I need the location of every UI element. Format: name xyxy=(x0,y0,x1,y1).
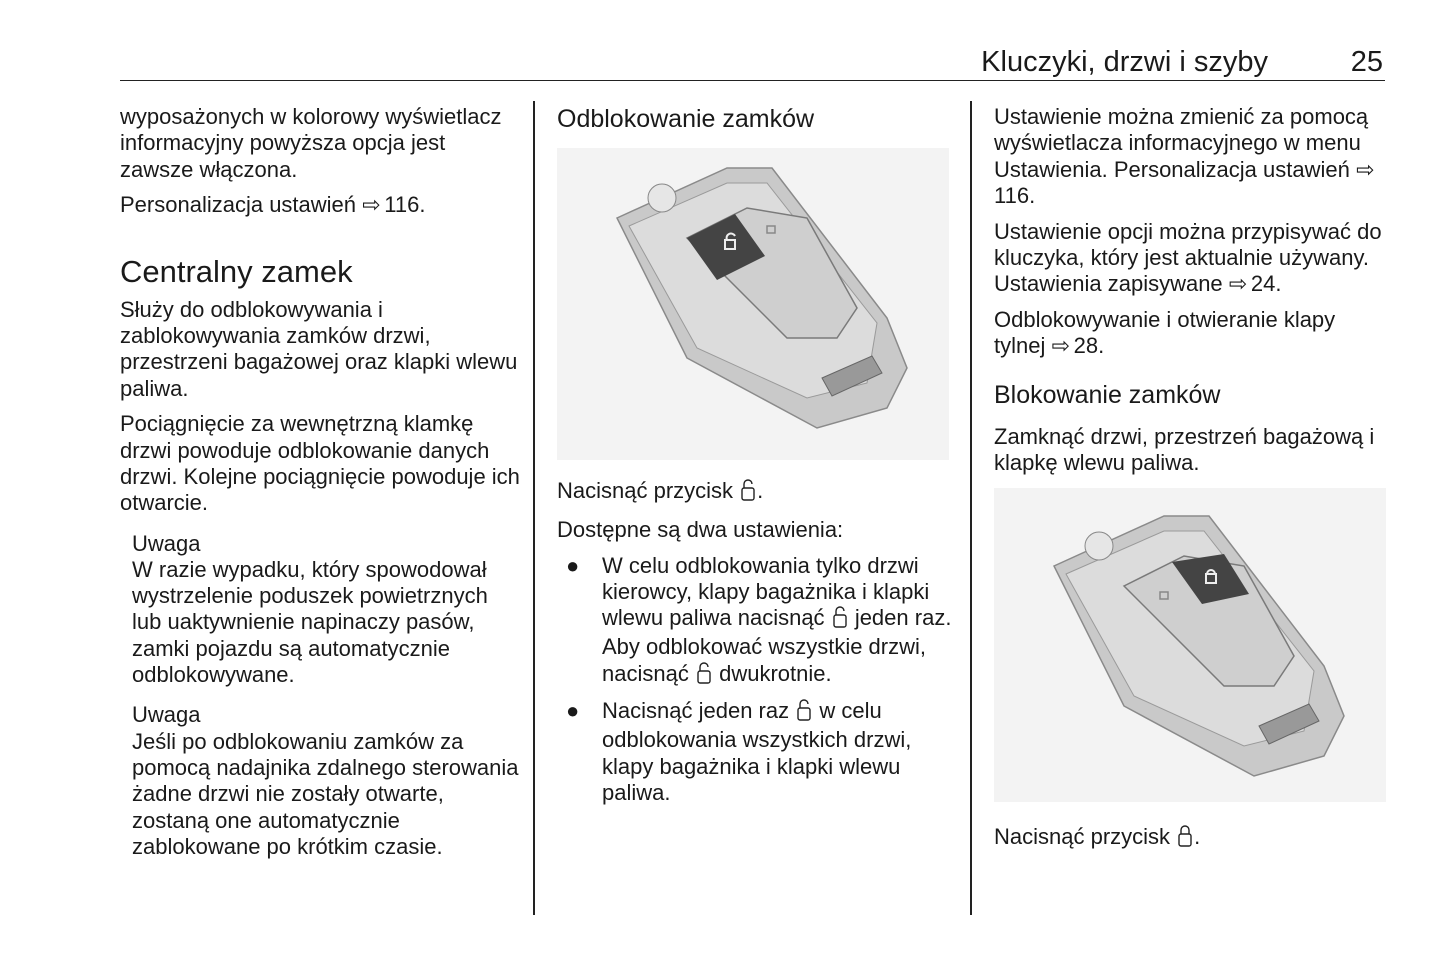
column-divider-1 xyxy=(533,101,535,915)
reference-arrow-icon: ⇨ xyxy=(362,192,381,218)
settings-list xyxy=(557,553,952,807)
reference-page[interactable]: 28. xyxy=(1073,333,1105,359)
paragraph: Pociągnięcie za wewnętrzną klamkę drzwi powoduje odblokowanie danych drzwi. Kolejne pociągnięcie powoduje ich otwarcie. xyxy=(120,411,520,516)
note-text: W razie wypadku, który spowodował wystrzelenie poduszek powietrznych lub uaktywnienie napinaczy pasów, zamki pojazdu są automatycznie odblokowywane. xyxy=(132,556,488,688)
heading-unlocking: Odblokowanie zamków xyxy=(557,105,815,133)
paragraph: Odblokowywanie i otwieranie klapy tylnej ⇨ 28. xyxy=(994,307,1336,359)
page-number: 25 xyxy=(1350,46,1383,78)
reference-line: Personalizacja ustawień ⇨ 116. xyxy=(120,192,426,218)
press-button-line: Nacisnąć przycisk . xyxy=(557,478,952,507)
press-button-line: Nacisnąć przycisk . xyxy=(994,824,1389,853)
key-fob-unlock-illustration xyxy=(557,148,949,460)
reference-page[interactable]: 116. xyxy=(994,182,1036,208)
column-divider-2 xyxy=(970,101,972,915)
list-item: ● Nacisnąć jeden raz w celu odblokowania wszystkich drzwi, klapy bagażnika i klapki wlewu paliwa. xyxy=(566,698,912,805)
unlock-icon xyxy=(741,479,755,507)
reference-page[interactable]: 24. xyxy=(1250,271,1282,297)
page-header xyxy=(120,40,1385,81)
lock-icon xyxy=(1178,825,1192,853)
paragraph: Służy do odblokowywania i zablokowywania zamków drzwi, przestrzeni bagażowej oraz klapki wlewu paliwa. xyxy=(120,296,518,401)
heading-locking: Blokowanie zamków xyxy=(994,380,1221,409)
note-title: Uwaga xyxy=(132,530,201,556)
reference-page[interactable]: 116. xyxy=(384,192,426,218)
note-block xyxy=(132,531,520,689)
unlock-icon xyxy=(697,662,711,690)
key-fob-lock-illustration xyxy=(994,488,1386,802)
column-1 xyxy=(120,104,520,870)
note-text: Jeśli po odblokowaniu zamków za pomocą nadajnika zdalnego sterowania żadne drzwi nie zostały otwarte, zostaną one automatycznie zablokowane po krótkim czasie. xyxy=(132,728,519,859)
unlock-icon xyxy=(797,699,811,727)
list-item: ● W celu odblokowania tylko drzwi kierowcy, klapy bagażnika i klapki wlewu paliwa nacisnąć jeden raz. Aby odblokować wszystkie drzwi, nacisnąć dwukrotnie. xyxy=(557,553,952,690)
heading-central-lock: Centralny zamek xyxy=(120,253,353,289)
paragraph: Ustawienie można zmienić za pomocą wyświetlacza informacyjnego w menu Ustawienia. Personalizacja ustawień ⇨ 116. xyxy=(994,104,1375,208)
reference-arrow-icon: ⇨ xyxy=(1228,271,1248,297)
column-3 xyxy=(994,104,1389,863)
reference-arrow-icon: ⇨ xyxy=(1051,333,1070,359)
settings-intro: Dostępne są dwa ustawienia: xyxy=(557,516,844,542)
reference-arrow-icon: ⇨ xyxy=(1355,156,1375,182)
bullet-icon: ● xyxy=(566,698,580,724)
paragraph: Zamknąć drzwi, przestrzeń bagażową i klapkę wlewu paliwa. xyxy=(994,423,1375,475)
bullet-icon: ● xyxy=(566,552,580,578)
paragraph: Ustawienie opcji można przypisywać do kluczyka, który jest aktualnie używany. Ustawienia zapisywane ⇨ 24. xyxy=(994,218,1382,297)
intro-text: wyposażonych w kolorowy wyświetlacz informacyjny powyższa opcja jest zawsze włączona. xyxy=(120,104,502,182)
note-block xyxy=(132,702,520,860)
section-title: Kluczyki, drzwi i szyby xyxy=(981,46,1268,78)
column-2 xyxy=(557,104,952,814)
unlock-icon xyxy=(833,606,847,634)
note-title: Uwaga xyxy=(132,702,201,728)
